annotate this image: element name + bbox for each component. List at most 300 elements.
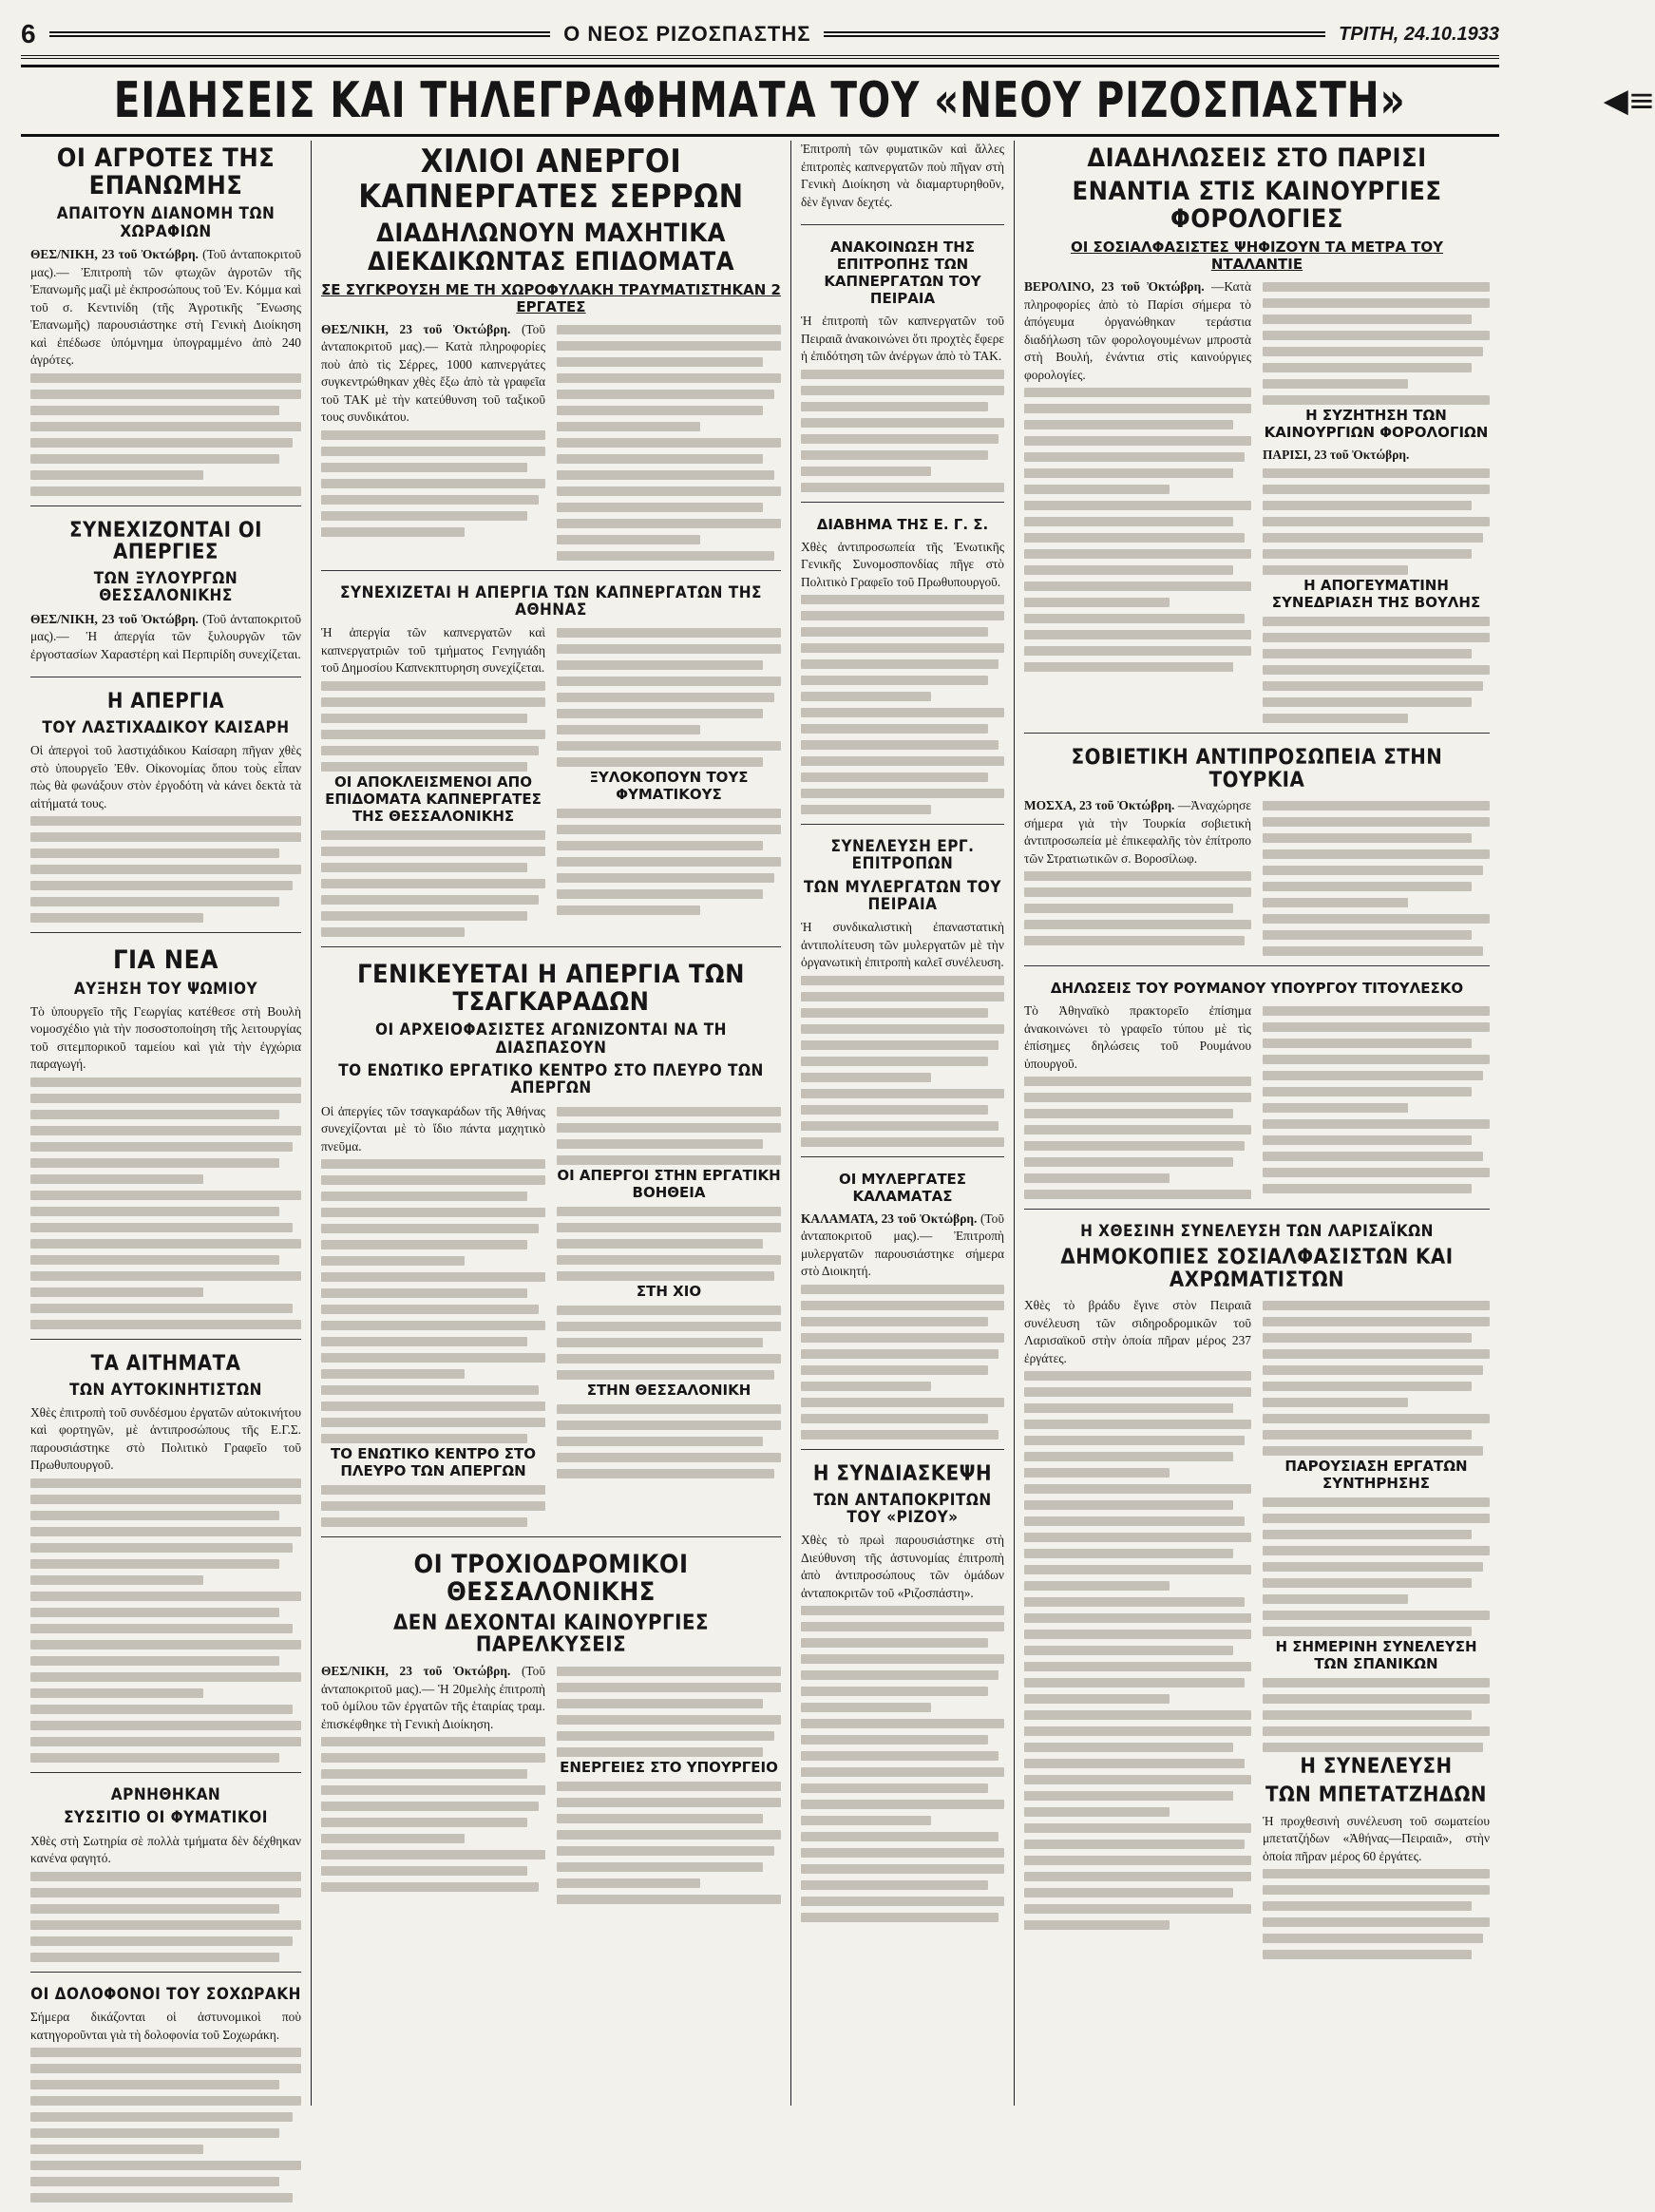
text-line xyxy=(557,644,781,654)
article xyxy=(801,838,1004,1157)
article-text: Οἱ ἀπεργοὶ τοῦ λαστιχάδικου Καίσαρη πῆγαν χθὲς στὸ ὑπουργεῖο Ἐθν. Οἰκονομίας ὅπου τοὺς εἶπαν πὼς θὰ φωνάξουν στὸν ἐργοδότη νὰ κάνει δεκτὰ τὰ αἰτήματά τους. xyxy=(30,743,301,810)
article-dateline: ΘΕΣ/ΝΙΚΗ, 23 τοῦ Ὀκτώβρη. xyxy=(30,247,199,262)
text-line xyxy=(1024,1452,1233,1461)
text-line xyxy=(30,1872,301,1881)
text-line xyxy=(1263,833,1472,843)
text-line xyxy=(30,373,301,383)
text-lines xyxy=(30,1478,301,1763)
article-body xyxy=(1024,278,1251,384)
text-line xyxy=(801,450,988,460)
text-line xyxy=(557,841,763,850)
text-lines xyxy=(30,1872,301,1962)
text-line xyxy=(321,1402,545,1411)
text-line xyxy=(321,847,545,856)
text-line xyxy=(801,1285,1004,1294)
text-line xyxy=(321,1753,545,1763)
text-line xyxy=(557,390,774,399)
text-line xyxy=(1263,681,1483,691)
text-line xyxy=(30,486,301,496)
text-line xyxy=(1263,1301,1490,1310)
article-dateline: ΠΑΡΙΣΙ, 23 τοῦ Ὀκτώβρη. xyxy=(1263,448,1410,463)
text-line xyxy=(30,422,301,431)
text-line xyxy=(30,1077,301,1087)
article-headline: ΟΙ ΜΥΛΕΡΓΑΤΕΣ ΚΑΛΑΜΑΤΑΣ xyxy=(838,1170,967,1205)
text-line xyxy=(1263,665,1490,675)
text-line xyxy=(30,1271,301,1281)
text-line xyxy=(1263,1514,1490,1523)
text-line xyxy=(321,746,539,755)
text-line xyxy=(557,373,781,383)
article xyxy=(1024,747,1490,967)
text-line xyxy=(557,1322,781,1331)
text-line xyxy=(1024,517,1233,526)
text-line xyxy=(1263,501,1472,510)
article-subheadline: ΔΙΑΔΗΛΩΝΟΥΝ ΜΑΧΗΤΙΚΑ ΔΙΕΚΔΙΚΩΝΤΑΣ ΕΠΙΔΟΜΑΤΑ xyxy=(367,219,735,276)
article-subheadline: ΑΥΞΗΣΗ ΤΟΥ ΨΩΜΙΟΥ xyxy=(73,979,258,999)
text-line xyxy=(1024,1888,1233,1897)
text-line xyxy=(1263,1497,1490,1507)
text-line xyxy=(801,418,1004,428)
text-line xyxy=(30,1575,203,1585)
text-line xyxy=(1263,914,1490,924)
text-line xyxy=(801,1089,1004,1098)
text-line xyxy=(801,992,1004,1001)
text-lines xyxy=(1263,1678,1490,1752)
text-line xyxy=(30,1239,301,1249)
text-line xyxy=(1024,388,1251,397)
text-line xyxy=(1263,1743,1483,1752)
text-line xyxy=(321,714,527,723)
article-text: (Τοῦ ἀνταποκριτοῦ μας).— Ἡ 20μελὴς ἐπιτροπὴ τοῦ ὁμίλου τῶν ἐργατῶν τῆς ἑταιρίας τραμ. ἐπισκέφθηκε τὴ Γενικὴ Διοίκηση. xyxy=(321,1664,545,1731)
article-body xyxy=(30,611,301,664)
text-line xyxy=(557,406,763,415)
text-line xyxy=(30,881,293,890)
text-lines xyxy=(1263,282,1490,405)
text-line xyxy=(801,1382,931,1391)
article-headline: ΟΙ ΑΓΡΟΤΕΣ ΤΗΣ ΕΠΑΝΩΜΗΣ xyxy=(56,143,276,201)
text-line xyxy=(1263,1168,1490,1177)
text-line xyxy=(1263,298,1490,308)
text-line xyxy=(30,1110,279,1119)
text-line xyxy=(801,1073,931,1082)
text-line xyxy=(801,1848,1004,1858)
text-line xyxy=(1263,1184,1472,1193)
text-line xyxy=(1263,1611,1490,1620)
article-dateline: ΜΟΣΧΑ, 23 τοῦ Ὀκτώβρη. xyxy=(1024,798,1175,813)
text-line xyxy=(321,1834,465,1843)
article-headline: ΓΕΝΙΚΕΥΕΤΑΙ Η ΑΠΕΡΓΙΑ ΤΩΝ ΤΣΑΓΚΑΡΑΔΩΝ xyxy=(356,959,745,1018)
text-lines xyxy=(321,430,545,537)
text-line xyxy=(1024,549,1251,559)
article-headline: ΔΙΑΔΗΛΩΣΕΙΣ ΣΤΟ ΠΑΡΙΣΙ xyxy=(1087,143,1427,173)
text-line xyxy=(557,1731,774,1741)
text-line xyxy=(801,1121,999,1131)
text-line xyxy=(30,1672,301,1682)
text-line xyxy=(1024,1141,1245,1151)
text-line xyxy=(1024,598,1170,607)
text-lines xyxy=(1263,1497,1490,1636)
text-line xyxy=(321,927,465,937)
text-line xyxy=(321,895,539,905)
masthead-rule xyxy=(824,31,1325,38)
text-lines xyxy=(557,1107,781,1165)
article-text: (Τοῦ ἀνταποκριτοῦ μας).— Ἐπιτροπὴ μυλεργατῶν παρουσιάστηκε σήμερα στὸ Διοικητή. xyxy=(801,1211,1004,1279)
text-lines xyxy=(557,325,781,561)
text-line xyxy=(557,1895,781,1904)
text-line xyxy=(1263,697,1472,707)
text-line xyxy=(557,1846,774,1856)
text-line xyxy=(30,406,279,415)
text-line xyxy=(557,357,763,367)
text-line xyxy=(801,1349,999,1359)
text-line xyxy=(321,1802,539,1811)
article-text: Χθὲς ἀντιπροσωπεία τῆς Ἑνωτικῆς Γενικῆς Συνομοσπονδίας πῆγε στὸ Πολιτικὸ Γραφεῖο τοῦ Πρωθυπουργοῦ. xyxy=(801,539,1004,589)
text-line xyxy=(557,1453,781,1462)
text-line xyxy=(1024,614,1245,623)
text-line xyxy=(321,1224,539,1233)
text-line xyxy=(1024,485,1170,494)
text-line xyxy=(1263,1578,1472,1588)
text-line xyxy=(30,1608,279,1617)
text-line xyxy=(801,1606,1004,1615)
text-line xyxy=(30,438,293,448)
article-subhead: ΠΑΡΟΥΣΙΑΣΗ ΕΡΓΑΤΩΝ ΣΥΝΤΗΡΗΣΗΣ xyxy=(1284,1458,1468,1493)
text-line xyxy=(801,467,931,476)
text-line xyxy=(801,1301,1004,1310)
text-line xyxy=(1263,649,1472,658)
text-line xyxy=(557,1255,781,1265)
text-line xyxy=(1024,1484,1251,1494)
article-headline: Η ΣΥΝΔΙΑΣΚΕΨΗ xyxy=(812,1461,993,1486)
text-line xyxy=(557,1107,781,1116)
text-line xyxy=(557,1370,774,1380)
text-line xyxy=(1024,1630,1251,1639)
article-body xyxy=(30,246,301,370)
article-kicker: ΟΙ ΣΟΣΙΑΛΦΑΣΙΣΤΕΣ ΨΗΦΙΖΟΥΝ ΤΑ ΜΕΤΡΑ ΤΟΥ ΝΤΑΛΑΝΤΙΕ xyxy=(1070,238,1443,274)
text-line xyxy=(1263,282,1490,292)
text-line xyxy=(557,1155,781,1165)
text-line xyxy=(30,1721,301,1730)
text-lines xyxy=(1024,1371,1251,1930)
text-line xyxy=(557,325,781,334)
article xyxy=(321,584,781,947)
column-3 xyxy=(790,141,1014,2106)
article-subhead: Η ΑΠΟΓΕΥΜΑΤΙΝΗ ΣΥΝΕΔΡΙΑΣΗ ΤΗΣ ΒΟΥΛΗΣ xyxy=(1271,576,1481,611)
text-lines xyxy=(1263,801,1490,956)
article-subheadline: ΔΗΜΟΚΟΠΙΕΣ ΣΟΣΙΑΛΦΑΣΙΣΤΩΝ ΚΑΙ ΑΧΡΩΜΑΤΙΣΤΩΝ xyxy=(1060,1245,1454,1292)
text-line xyxy=(1024,630,1251,639)
text-line xyxy=(1263,817,1490,827)
text-line xyxy=(30,1142,293,1152)
text-line xyxy=(1263,331,1490,340)
text-line xyxy=(1024,1791,1233,1801)
text-line xyxy=(1263,882,1472,891)
text-line xyxy=(557,1306,781,1315)
text-lines xyxy=(1024,388,1251,672)
text-line xyxy=(557,628,781,638)
text-line xyxy=(801,1751,999,1761)
text-line xyxy=(1024,1387,1251,1397)
text-line xyxy=(557,1354,781,1363)
text-line xyxy=(1263,315,1472,324)
text-line xyxy=(801,1040,999,1050)
text-line xyxy=(1263,363,1472,372)
text-line xyxy=(557,660,763,670)
text-line xyxy=(557,889,763,899)
text-line xyxy=(321,463,527,472)
article xyxy=(801,238,1004,503)
text-lines xyxy=(30,1077,301,1329)
text-line xyxy=(321,430,545,440)
text-line xyxy=(801,1638,988,1648)
text-line xyxy=(1263,1071,1483,1080)
article-headline: ΑΝΑΚΟΙΝΩΣΗ ΤΗΣ ΕΠΙΤΡΟΠΗΣ ΤΩΝ ΚΑΠΝΕΡΓΑΤΩΝ ΤΟΥ ΠΕΙΡΑΙΑ xyxy=(824,238,981,307)
text-line xyxy=(1024,1759,1245,1768)
article-headline: ΣΥΝΕΧΙΖΟΝΤΑΙ ΟΙ ΑΠΕΡΓΙΕΣ xyxy=(68,518,263,565)
text-line xyxy=(801,772,988,782)
article-text: Σήμερα δικάζονται οἱ ἀστυνομικοὶ ποὺ κατηγοροῦνται γιὰ τὴ δολοφονία τοῦ Σοχωράκη. xyxy=(30,2010,301,2042)
text-line xyxy=(1024,1077,1251,1086)
text-line xyxy=(321,697,545,707)
text-line xyxy=(1263,1546,1490,1555)
text-line xyxy=(1263,617,1490,626)
text-line xyxy=(557,1814,763,1823)
article xyxy=(801,516,1004,826)
issue-date: ΤΡΙΤΗ, 24.10.1933 xyxy=(1339,23,1500,45)
text-line xyxy=(1263,1349,1490,1359)
text-line xyxy=(30,849,279,858)
article xyxy=(801,1463,1004,1932)
text-line xyxy=(321,1517,527,1527)
text-line xyxy=(321,1785,545,1795)
text-line xyxy=(557,1338,763,1347)
text-line xyxy=(1024,1549,1233,1558)
text-line xyxy=(557,503,763,512)
text-line xyxy=(321,1175,545,1185)
article xyxy=(30,520,301,678)
text-line xyxy=(1024,1597,1245,1607)
text-line xyxy=(801,659,999,669)
text-line xyxy=(801,708,1004,717)
text-line xyxy=(1024,1468,1170,1478)
text-line xyxy=(30,1207,279,1216)
article-text: (Τοῦ ἀνταποκριτοῦ μας).— Κατὰ πληροφορίες ποὺ ἀπὸ τὶς Σέρρες, 1000 καπνεργάτες συγκεντρώθηκαν χθὲς ἔξω ἀπὸ τὰ γραφεῖα τοῦ ΤΑΚ μὲ τὴν κατεύθυνση τοῦ ταξικοῦ τους συνδικάτου. xyxy=(321,321,545,425)
text-line xyxy=(321,1305,539,1314)
article-subheadline: ΤΩΝ ΜΠΕΤΑΤΖΗΔΩΝ xyxy=(1265,1783,1487,1808)
text-line xyxy=(557,1421,781,1430)
text-line xyxy=(1024,1173,1170,1183)
text-line xyxy=(557,1123,781,1133)
text-line xyxy=(30,1592,301,1601)
text-lines xyxy=(801,595,1004,814)
article-headline: ΓΙΑ ΝΕΑ xyxy=(113,945,219,976)
text-line xyxy=(30,913,203,923)
text-line xyxy=(1024,420,1233,429)
text-line xyxy=(1263,1901,1472,1911)
text-line xyxy=(801,1317,988,1326)
text-line xyxy=(1263,1934,1483,1943)
text-lines xyxy=(30,373,301,496)
text-line xyxy=(801,756,1004,766)
text-line xyxy=(801,1783,988,1793)
text-line xyxy=(1263,1430,1472,1440)
text-line xyxy=(801,1832,999,1841)
text-line xyxy=(801,643,1004,653)
article-text: Χθὲς τὸ βράδυ ἔγινε στὸν Πειραιᾶ συνέλευση τῶν σιδηροδρομικῶν τοῦ Λαρισαϊκοῦ στὴν ὁποία πῆραν μέρος 237 ἐργάτες. xyxy=(1024,1298,1251,1365)
text-line xyxy=(1024,1678,1245,1688)
article-text: Ἡ προχθεσινὴ συνέλευση τοῦ σωματείου μπετατζήδων «Ἀθήνας—Πειραιᾶ», στὴν ὁποία πῆραν μέρος 60 ἐργάτες. xyxy=(1263,1813,1490,1863)
text-line xyxy=(801,1670,999,1680)
text-line xyxy=(801,434,999,444)
text-line xyxy=(30,1495,301,1504)
text-line xyxy=(321,1337,527,1346)
text-line xyxy=(557,1139,763,1149)
text-lines xyxy=(321,1485,545,1527)
text-lines xyxy=(321,1737,545,1892)
text-line xyxy=(1024,1856,1251,1865)
article-headline: ΣΥΝΕΛΕΥΣΗ ΕΡΓ. ΕΠΙΤΡΟΠΩΝ xyxy=(830,837,975,874)
text-line xyxy=(557,1223,781,1232)
text-line xyxy=(1024,887,1251,897)
text-line xyxy=(30,2112,293,2122)
text-line xyxy=(321,1288,527,1298)
text-line xyxy=(30,1511,279,1520)
text-line xyxy=(1263,1333,1472,1343)
text-lines xyxy=(1024,1077,1251,1199)
text-line xyxy=(801,627,988,637)
text-line xyxy=(321,830,545,840)
text-line xyxy=(801,483,1004,492)
text-line xyxy=(801,1057,988,1066)
article-subheadline: ΤΩΝ ΜΥΛΕΡΓΑΤΩΝ ΤΟΥ ΠΕΙΡΑΙΑ xyxy=(804,877,1001,915)
article-headline: ΧΙΛΙΟΙ ΑΝΕΡΓΟΙ ΚΑΠΝΕΡΓΑΤΕΣ ΣΕΡΡΩΝ xyxy=(358,143,744,216)
text-line xyxy=(1263,565,1408,575)
article-text: Χθὲς ἐπιτροπὴ τοῦ συνδέσμου ἐργατῶν αὐτοκινήτου καὶ φορτηγῶν, μὲ ἀντιπροσώπους τῆς Ε.Γ.Σ. παρουσιάστηκε στὸ Πολιτικὸ Γραφεῖο τοῦ Πρωθυπουργοῦ. xyxy=(30,1404,301,1473)
article-subheadline: ΑΠΑΙΤΟΥΝ ΔΙΑΝΟΜΗ ΤΩΝ ΧΩΡΑΦΙΩΝ xyxy=(56,204,276,241)
text-line xyxy=(1263,1917,1490,1927)
text-line xyxy=(321,1240,527,1249)
text-line xyxy=(1024,1920,1170,1930)
text-line xyxy=(30,1753,279,1763)
article-headline: Η ΧΘΕΣΙΝΗ ΣΥΝΕΛΕΥΣΗ ΤΩΝ ΛΑΡΙΣΑΪΚΩΝ xyxy=(1080,1222,1434,1242)
text-line xyxy=(1263,801,1490,810)
text-line xyxy=(30,1287,203,1297)
text-line xyxy=(801,692,931,701)
text-line xyxy=(1024,1613,1251,1623)
text-line xyxy=(30,1920,301,1930)
text-line xyxy=(801,789,1004,798)
article xyxy=(801,141,1004,225)
text-line xyxy=(801,1703,931,1712)
article-headline: ΔΗΛΩΣΕΙΣ ΤΟΥ ΡΟΥΜΑΝΟΥ ΥΠΟΥΡΓΟΥ ΤΙΤΟΥΛΕΣΚΟ xyxy=(1050,980,1464,998)
article xyxy=(30,1986,301,2212)
text-line xyxy=(1024,1157,1233,1167)
text-line xyxy=(801,676,988,685)
text-line xyxy=(801,1654,1004,1664)
section-title: ΕΙΔΗΣΕΙΣ ΚΑΙ ΤΗΛΕΓΡΑΦΗΜΑΤΑ ΤΟΥ «ΝΕΟΥ ΡΙΖΟΣΠΑΣΤΗ» xyxy=(114,72,1406,129)
text-line xyxy=(557,857,781,867)
text-line xyxy=(557,1667,781,1676)
text-line xyxy=(321,1850,545,1859)
text-lines xyxy=(557,1404,781,1478)
text-line xyxy=(321,1272,545,1282)
text-line xyxy=(557,486,781,496)
text-line xyxy=(1024,1743,1233,1752)
text-lines xyxy=(557,1306,781,1380)
text-line xyxy=(321,1321,545,1330)
article-subhead: ΟΙ ΑΠΕΡΓΟΙ ΣΤΗΝ ΕΡΓΑΤΙΚΗ ΒΟΗΘΕΙΑ xyxy=(557,1166,781,1201)
column-1 xyxy=(21,141,311,2106)
text-line xyxy=(557,519,781,528)
article-subhead: ΞΥΛΟΚΟΠΟΥΝ ΤΟΥΣ ΦΥΜΑΤΙΚΟΥΣ xyxy=(589,769,749,804)
text-line xyxy=(557,741,781,751)
text-line xyxy=(801,1430,999,1440)
text-line xyxy=(801,1719,1004,1728)
text-line xyxy=(801,386,1004,395)
text-line xyxy=(1263,1562,1483,1572)
text-line xyxy=(30,816,301,826)
article-headline: ΑΡΝΗΘΗΚΑΝ xyxy=(110,1784,221,1804)
text-line xyxy=(30,1688,203,1698)
article-subheadline: ΔΕΝ ΔΕΧΟΝΤΑΙ ΚΑΙΝΟΥΡΓΙΕΣ ΠΑΡΕΛΚΥΣΕΙΣ xyxy=(392,1611,710,1658)
article xyxy=(30,691,301,933)
article-subhead: ΤΟ ΕΝΩΤΙΚΟ ΚΕΝΤΡΟ ΣΤΟ ΠΛΕΥΡΟ ΤΩΝ ΑΠΕΡΓΩΝ xyxy=(330,1445,537,1480)
text-line xyxy=(801,1398,1004,1407)
text-line xyxy=(30,2080,279,2089)
text-line xyxy=(1024,936,1245,945)
text-line xyxy=(1024,904,1233,913)
text-line xyxy=(557,825,781,834)
text-line xyxy=(557,873,774,883)
text-line xyxy=(321,1818,527,1827)
text-line xyxy=(1263,1382,1472,1391)
article xyxy=(321,961,781,1537)
text-line xyxy=(1263,1119,1490,1129)
text-line xyxy=(557,1862,763,1872)
text-line xyxy=(1263,1103,1408,1113)
text-line xyxy=(1263,379,1408,389)
text-line xyxy=(1263,517,1490,526)
text-line xyxy=(321,479,545,488)
text-line xyxy=(1263,1055,1490,1064)
text-line xyxy=(321,1192,527,1201)
article-headline: ΣΥΝΕΧΙΖΕΤΑΙ Η ΑΠΕΡΓΙΑ ΤΩΝ ΚΑΠΝΕΡΓΑΤΩΝ ΤΗΣ ΑΘΗΝΑΣ xyxy=(340,582,762,620)
text-line xyxy=(801,1767,1004,1777)
text-line xyxy=(557,693,774,702)
text-line xyxy=(1024,1840,1245,1849)
text-line xyxy=(1024,1646,1233,1655)
article xyxy=(321,144,781,571)
text-line xyxy=(1263,1135,1472,1145)
text-line xyxy=(801,1333,1004,1343)
article-text: Ἐπιτροπὴ τῶν φυματικῶν καὶ ἄλλες ἐπιτροπὲς καπνεργατῶν ποὺ πῆγαν στὴ Γενικὴ Διοίκηση νὰ διαμαρτυρηθοῦν, δὲν ἔγιναν δεχτές. xyxy=(801,142,1004,209)
text-line xyxy=(1263,1627,1472,1636)
text-line xyxy=(1024,565,1233,575)
text-lines xyxy=(1263,1869,1490,1959)
article xyxy=(30,144,301,506)
text-line xyxy=(1263,347,1483,356)
text-line xyxy=(30,2048,301,2057)
text-line xyxy=(1263,898,1408,907)
masthead xyxy=(21,13,1499,59)
text-line xyxy=(557,1747,763,1757)
text-line xyxy=(1024,1093,1251,1102)
article-text: Ἡ ἀπεργία τῶν καπνεργατῶν καὶ καπνεργατριῶν τοῦ τμήματος Γενηγιάδη τοῦ Δημοσίου Καπνεκπτυρηση συνεχίζεται. xyxy=(321,625,545,676)
text-line xyxy=(1024,1904,1251,1914)
text-line xyxy=(30,2064,301,2073)
text-line xyxy=(321,1737,545,1746)
text-line xyxy=(1263,1006,1490,1016)
